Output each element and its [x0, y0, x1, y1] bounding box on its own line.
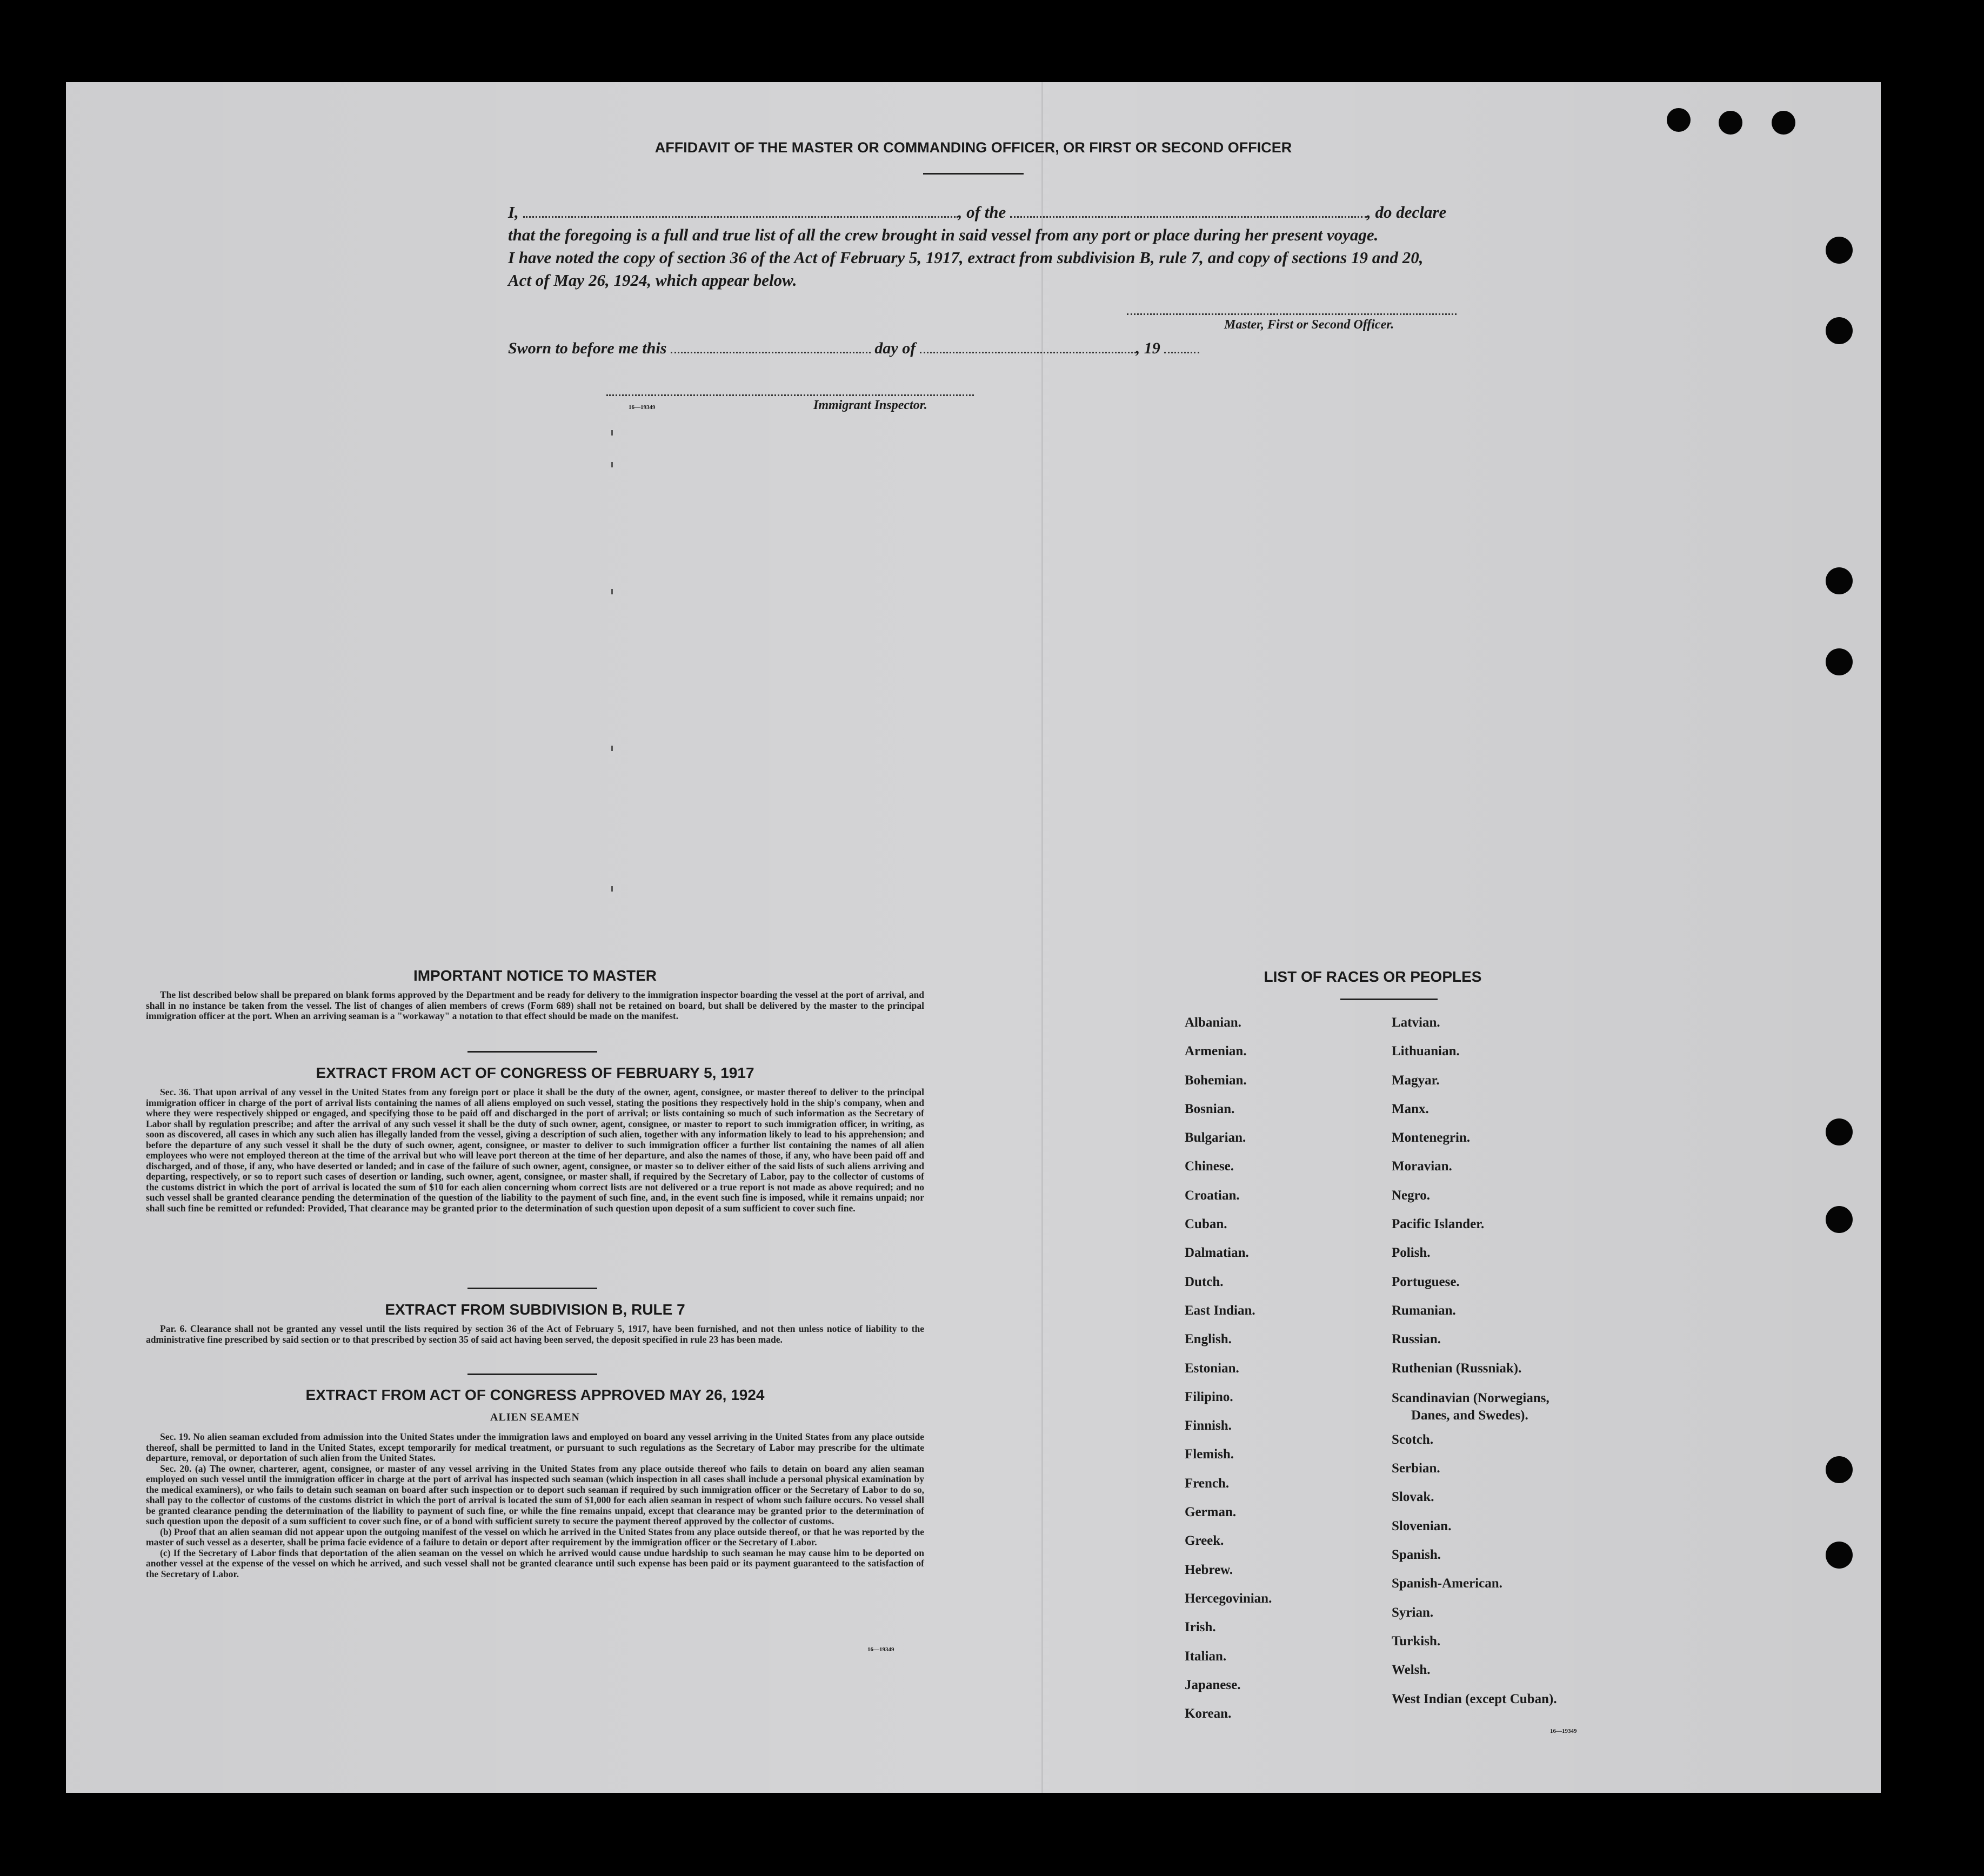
punch-hole	[1772, 111, 1795, 135]
section-19-paragraph: Sec. 19. No alien seaman excluded from admission into the United States under the immigration laws and employed on board any vessel arriving in the United States from any place outside thereof, shall be permitted to land in the United States, except temporarily for medical treatment, or pursuant to such regulations as the Secretary of Labor may prescribe for the ultimate departure, removal, or deportation of such alien from the United States.	[146, 1431, 924, 1463]
race-item: Welsh.	[1392, 1663, 1431, 1678]
race-item-continued: Danes, and Swedes).	[1411, 1408, 1528, 1423]
race-item: Dalmatian.	[1185, 1245, 1249, 1261]
race-item: Bulgarian.	[1185, 1130, 1246, 1145]
punch-hole	[1826, 1206, 1853, 1233]
inspector-form-number: 16—19349	[629, 404, 656, 411]
race-item: English.	[1185, 1332, 1232, 1347]
race-item: Polish.	[1392, 1245, 1431, 1261]
extract-1917-text	[146, 1087, 924, 1214]
paragraph-6: Par. 6. Clearance shall not be granted any vessel until the lists required by section 36 of the Act of February 5, 1917, have been furnished, and not then unless notice of liability to the administrative fine prescribed by said section or to that prescribed by section 35 of said act having been served, the deposit specified in rule 23 has been made.	[146, 1323, 924, 1345]
section-20c-paragraph: (c) If the Secretary of Labor finds that deportation of the alien seaman on the vessel on which he arrived would cause undue hardship to such seaman he may cause him to be deported on another vessel at the expense of the vessel on which he arrived, and such vessel shall not be granted clearance until such expense has been paid or its payment guaranteed to the satisfaction of the Secretary of Labor.	[146, 1547, 924, 1579]
inspector-signature-field[interactable]	[606, 385, 974, 396]
affidavit-line-4: Act of May 26, 1924, which appear below.	[508, 271, 797, 290]
punch-hole	[1826, 237, 1853, 264]
sworn-year-field[interactable]	[1164, 352, 1199, 353]
title-rule	[923, 173, 1024, 175]
race-item: Croatian.	[1185, 1188, 1240, 1203]
race-item: Albanian.	[1185, 1015, 1241, 1030]
race-item: Flemish.	[1185, 1447, 1234, 1462]
notice-rule	[467, 1051, 597, 1053]
extract-1917-rule	[467, 1288, 597, 1289]
race-item: Irish.	[1185, 1620, 1216, 1635]
race-item: Manx.	[1392, 1101, 1429, 1116]
affidavit-line-2: that the foregoing is a full and true list of all the crew brought in said vessel from any port or place during her present voyage.	[508, 225, 1379, 244]
race-item: Spanish.	[1392, 1547, 1441, 1563]
race-item: West Indian (except Cuban).	[1392, 1691, 1557, 1706]
races-rule	[1340, 999, 1438, 1000]
race-item: Scandinavian (Norwegians,	[1392, 1390, 1549, 1405]
race-item: Korean.	[1185, 1706, 1232, 1721]
race-item: Scotch.	[1392, 1432, 1434, 1447]
sworn-month-field[interactable]	[920, 352, 1136, 353]
race-item: Dutch.	[1185, 1274, 1224, 1289]
rule-7-title: EXTRACT FROM SUBDIVISION B, RULE 7	[385, 1301, 685, 1318]
punch-hole	[1826, 1456, 1853, 1483]
race-item: Slovak.	[1392, 1490, 1434, 1505]
race-item: Hercegovinian.	[1185, 1591, 1272, 1606]
sworn-line	[508, 339, 1199, 358]
races-title: LIST OF RACES OR PEOPLES	[1264, 968, 1482, 985]
race-item: Lithuanian.	[1392, 1044, 1460, 1059]
affidavit-body	[508, 201, 1475, 292]
races-right-column	[1392, 1008, 1557, 1713]
race-item: Rumanian.	[1392, 1303, 1456, 1318]
race-item: Negro.	[1392, 1188, 1431, 1203]
alien-seamen-subtitle: ALIEN SEAMEN	[490, 1411, 580, 1423]
race-item: Greek.	[1185, 1533, 1224, 1549]
vessel-name-field[interactable]	[1010, 216, 1367, 218]
race-item: Slovenian.	[1392, 1518, 1452, 1533]
section-20b-paragraph: (b) Proof that an alien seaman did not appear upon the outgoing manifest of the vessel on which he arrived in the United States from any place outside thereof, or that he was reported by the master of such vessel as a deserter, shall be prima facie evidence of a failure to detain or deport after requirement by the immigration officer or the Secretary of Labor.	[146, 1526, 924, 1547]
race-item: Filipino.	[1185, 1389, 1233, 1404]
extract-1924-title: EXTRACT FROM ACT OF CONGRESS APPROVED MAY 26, 1924	[305, 1386, 765, 1403]
punch-hole	[1826, 317, 1853, 344]
race-item: Montenegrin.	[1392, 1130, 1471, 1145]
race-item: Portuguese.	[1392, 1274, 1460, 1289]
affidavit-line-3: I have noted the copy of section 36 of the Act of February 5, 1917, extract from subdivision B, rule 7, and copy of sections 19 and 20,	[508, 248, 1424, 267]
inspector-label: Immigrant Inspector.	[813, 398, 927, 412]
race-item: Serbian.	[1392, 1461, 1440, 1476]
race-item: Moravian.	[1392, 1159, 1452, 1174]
punch-hole	[1719, 111, 1742, 135]
races-left-column	[1185, 1008, 1272, 1728]
declarant-name-field[interactable]	[523, 216, 958, 218]
sworn-prefix: Sworn to before me this	[508, 339, 667, 357]
race-item: Chinese.	[1185, 1159, 1234, 1174]
punch-hole	[1826, 1118, 1853, 1145]
sworn-day-field[interactable]	[671, 352, 871, 353]
registration-mark	[611, 462, 613, 467]
race-item: French.	[1185, 1476, 1230, 1491]
extract-form-number: 16—19349	[867, 1646, 894, 1653]
rule-7-text	[146, 1324, 924, 1345]
race-item: Spanish-American.	[1392, 1576, 1502, 1591]
do-declare-text: , do declare	[1367, 203, 1447, 222]
race-item: Finnish.	[1185, 1418, 1232, 1433]
race-item: Hebrew.	[1185, 1562, 1233, 1577]
registration-mark	[611, 430, 613, 435]
race-item: Japanese.	[1185, 1677, 1241, 1692]
race-item: Syrian.	[1392, 1605, 1434, 1620]
extract-1924-text	[146, 1432, 924, 1579]
race-item: Magyar.	[1392, 1073, 1440, 1088]
extract-1917-title: EXTRACT FROM ACT OF CONGRESS OF FEBRUARY 5, 1917	[316, 1064, 754, 1081]
section-36-paragraph: Sec. 36. That upon arrival of any vessel in the United States from any foreign port or place it shall be the duty of the owner, agent, consignee, or master thereof to deliver to the principal immigration officer in charge of the port of arrival lists containing the names of all aliens employed on such vessel, stating the positions they respectively hold in the ship's company, when and where they were respectively shipped or engaged, and specifying those to be paid off and discharged in the port of arrival; or lists containing so much of such information as the Secretary of Labor shall by regulation prescribe; and after the arrival of any such vessel it shall be the duty of such owner, agent, consignee, or master to report to such immigration officer, in writing, as soon as discovered, all cases in which any such alien has illegally landed from the vessel, giving a description of such alien, together with any information likely to lead to his apprehension; and before the departure of any such vessel it shall be the duty of such owner, agent, consignee, or master to deliver to such immigration officer a further list containing the names of all alien employees who were not employed thereon at the time of the arrival but who will leave port thereon at the time of her departure, and also the names of those, if any, who have been paid off and discharged, and of those, if any, who have deserted or landed; and in case of the failure of such owner, agent, consignee, or master so to deliver either of the said lists of such aliens arriving and departing, respectively, or so to report such cases of desertion or landing, such owner, agent, consignee, or master shall, if required by the Secretary of Labor, pay to the collector of customs of the customs district in which the port of arrival is located the sum of $10 for each alien concerning whom correct lists are not delivered or a true report is not made as above required; and no such vessel shall be granted clearance pending the determination of the question of the liability to the payment of such fine, and, in the event such fine is imposed, while it remains unpaid; nor shall such fine be remitted or refunded: Provided, That clearance may be granted prior to the determination of such question upon deposit of a sum sufficient to cover such fine.	[146, 1087, 924, 1214]
punch-hole	[1826, 567, 1853, 594]
master-signature-field[interactable]	[1127, 303, 1457, 315]
race-item: German.	[1185, 1505, 1237, 1520]
race-item: Bosnian.	[1185, 1101, 1235, 1116]
race-item: Ruthenian (Russniak).	[1392, 1361, 1522, 1376]
race-item: Armenian.	[1185, 1044, 1247, 1059]
races-form-number: 16—19349	[1550, 1728, 1577, 1734]
sworn-day-of-text: day of	[874, 339, 916, 357]
punch-hole	[1826, 648, 1853, 675]
sworn-year-text: , 19	[1135, 339, 1160, 357]
section-20a-paragraph: Sec. 20. (a) The owner, charterer, agent, consignee, or master of any vessel arriving in the United States from any place outside thereof who fails to detain on board any alien seaman employed on such vessel until the immigration officer in charge at the port of arrival has inspected such seaman (which inspection in all cases shall include a personal physical examination by the medical examiners), or who fails to detain such seaman on board after such inspection or to deport such seaman if required by such immigration officer or the Secretary of Labor to do so, shall pay to the collector of customs of the customs district in which the port of arrival is located the sum of $1,000 for each alien seaman in respect of whom such failure occurs. No vessel shall be granted clearance pending the determination of the liability to payment of such fine, or while the fine remains unpaid, except that clearance may be granted prior to the determination of such question upon the deposit of a sum sufficient to cover such fine, or of a bond with sufficient surety to secure the payment thereof approved by the collector of customs.	[146, 1463, 924, 1526]
registration-mark	[611, 886, 613, 892]
race-item: Latvian.	[1392, 1015, 1440, 1030]
master-signature-label: Master, First or Second Officer.	[1224, 318, 1394, 332]
registration-mark	[611, 589, 613, 594]
of-the-text: , of the	[958, 203, 1006, 222]
notice-paragraph: The list described below shall be prepared on blank forms approved by the Department and be ready for delivery to the immigration inspector boarding the vessel at the port of arrival, and shall in no instance be taken from the vessel. The list of changes of alien members of crews (Form 689) shall not be retained on board, but shall be delivered by the master to the principal immigration officer at the port. When an arriving seaman is a "workaway" a notation to that effect should be made on the manifest.	[146, 989, 924, 1021]
race-item: Russian.	[1392, 1332, 1441, 1347]
race-item: Estonian.	[1185, 1361, 1239, 1376]
punch-hole	[1826, 1542, 1853, 1569]
race-item: Italian.	[1185, 1649, 1227, 1664]
punch-hole	[1667, 108, 1691, 132]
page-fold	[1041, 82, 1043, 1793]
race-item: Bohemian.	[1185, 1073, 1247, 1088]
notice-title: IMPORTANT NOTICE TO MASTER	[413, 967, 657, 984]
registration-mark	[611, 746, 613, 751]
race-item: Turkish.	[1392, 1633, 1441, 1649]
race-item: Pacific Islander.	[1392, 1217, 1485, 1232]
race-item: Cuban.	[1185, 1217, 1227, 1232]
declarant-prefix: I,	[508, 203, 519, 222]
affidavit-title: AFFIDAVIT OF THE MASTER OR COMMANDING OFFICER, OR FIRST OR SECOND OFFICER	[654, 139, 1292, 156]
race-item: East Indian.	[1185, 1303, 1255, 1318]
notice-text	[146, 990, 924, 1022]
rule-7-rule	[467, 1374, 597, 1375]
